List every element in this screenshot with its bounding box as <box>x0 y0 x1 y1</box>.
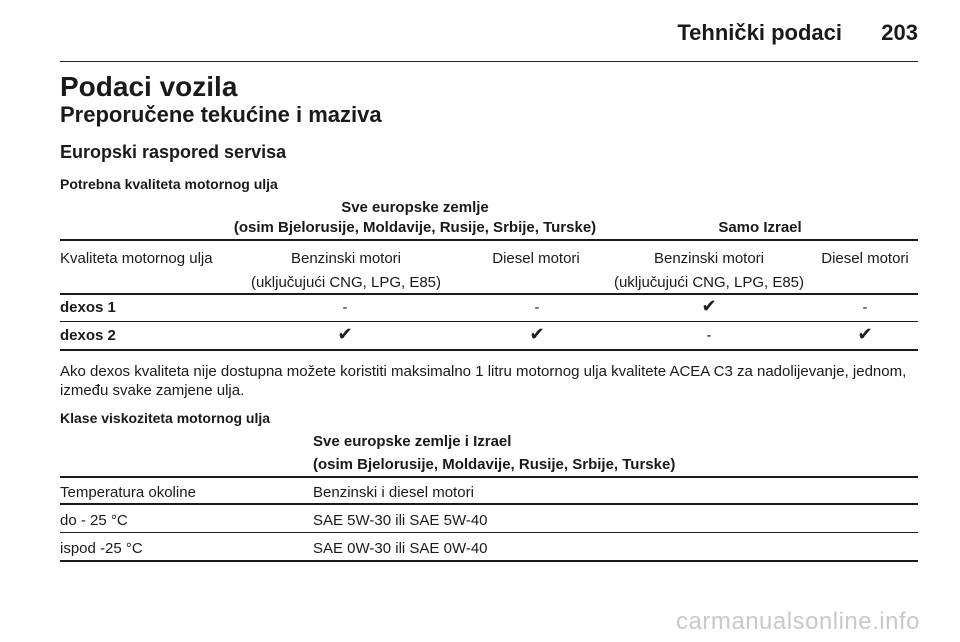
check-icon: ✔ <box>701 296 717 316</box>
header-rule <box>60 61 918 62</box>
page-number: 203 <box>881 20 918 45</box>
column-header-diesel-eu: Diesel motori <box>492 250 580 267</box>
column-header-quality: Kvaliteta motornog ulja <box>60 250 213 267</box>
group-header-europe-line2: (osim Bjelorusije, Moldavije, Rusije, Srbije, Turske) <box>233 219 597 236</box>
row-value: - <box>342 299 348 316</box>
column-header-petrol-il-note: (uključujući CNG, LPG, E85) <box>613 274 805 291</box>
table-rule <box>60 321 918 322</box>
row-value: - <box>862 299 868 316</box>
check-icon: ✔ <box>529 324 545 344</box>
table-rule <box>60 503 918 505</box>
viscosity-caption: Klase viskoziteta motornog ulja <box>60 410 271 426</box>
column-header-diesel-il: Diesel motori <box>821 250 909 267</box>
check-icon: ✔ <box>857 324 873 344</box>
temperature-cell: do - 25 °C <box>60 512 128 529</box>
row-label: dexos 1 <box>60 299 116 316</box>
running-header <box>60 14 918 54</box>
column-header-petrol-il: Benzinski motori <box>653 250 765 267</box>
group-header-israel: Samo Izrael <box>718 219 802 236</box>
column-header-temperature: Temperatura okoline <box>60 484 196 501</box>
table-rule <box>60 560 918 562</box>
section-heading: Europski raspored servisa <box>60 142 287 162</box>
column-header-petrol-eu: Benzinski motori <box>290 250 402 267</box>
watermark: carmanualsonline.info <box>676 608 920 635</box>
row-value: - <box>534 299 540 316</box>
column-header-petrol-eu-note: (uključujući CNG, LPG, E85) <box>250 274 442 291</box>
group-header-europe-line1: Sve europske zemlje <box>341 199 489 216</box>
viscosity-cell: SAE 5W-30 ili SAE 5W-40 <box>313 512 488 529</box>
chapter-title: Tehnički podaci <box>677 20 842 45</box>
oil-quality-caption: Potrebna kvaliteta motornog ulja <box>60 176 278 192</box>
viscosity-cell: SAE 0W-30 ili SAE 0W-40 <box>313 540 488 557</box>
page-title: Podaci vozila <box>60 71 238 102</box>
group-header-line2: (osim Bjelorusije, Moldavije, Rusije, Srbije, Turske) <box>313 456 676 473</box>
table-rule <box>60 532 918 533</box>
group-header-line1: Sve europske zemlje i Izrael <box>313 433 512 450</box>
row-label: dexos 2 <box>60 327 116 344</box>
table-rule <box>60 239 918 241</box>
table-rule <box>60 293 918 295</box>
check-icon: ✔ <box>337 324 353 344</box>
row-value: - <box>706 327 712 344</box>
column-header-engines: Benzinski i diesel motori <box>313 484 474 501</box>
table-rule <box>60 349 918 351</box>
note-paragraph: Ako dexos kvaliteta nije dostupna možete koristiti maksimalno 1 litru motornog ulja kvalitete ACEA C3 za nadolijevanje, jednom, između svake zamjene ulja. <box>60 363 907 399</box>
page-subtitle: Preporučene tekućine i maziva <box>60 102 382 127</box>
temperature-cell: ispod -25 °C <box>60 540 143 557</box>
table-rule <box>60 476 918 478</box>
